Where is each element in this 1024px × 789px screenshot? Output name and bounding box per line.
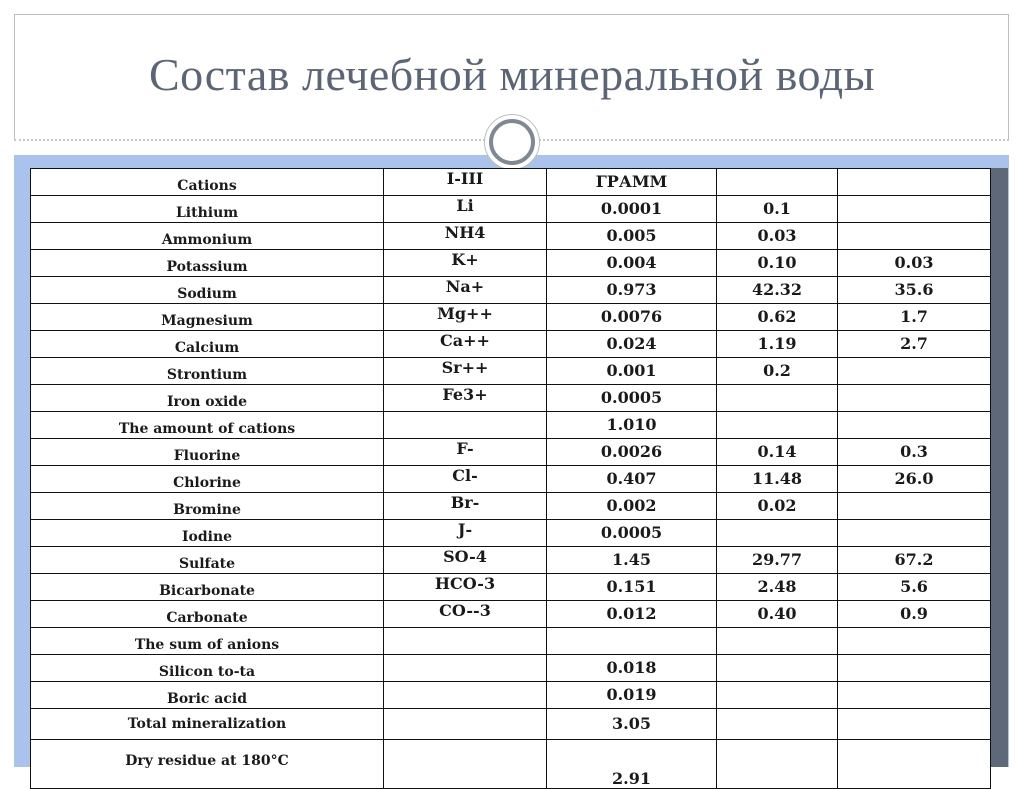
- table-row: [31, 250, 991, 277]
- formula-cell: [384, 682, 547, 709]
- value-cell-a: 0.14: [717, 439, 838, 466]
- table-row: [31, 196, 991, 223]
- value-cell-a: 0.03: [717, 223, 838, 250]
- grams-cell: 0.012: [547, 601, 717, 628]
- grams-cell: [547, 628, 717, 655]
- table-row: [31, 304, 991, 331]
- value-cell-b: 2.7: [838, 331, 991, 358]
- component-name-cell: Strontium: [31, 358, 384, 385]
- value-cell-a: 1.19: [717, 331, 838, 358]
- component-name-cell: Sulfate: [31, 547, 384, 574]
- component-name-cell: Bicarbonate: [31, 574, 384, 601]
- value-cell-b: [838, 740, 991, 789]
- component-name-cell: Total mineralization: [31, 709, 384, 740]
- value-cell-b: [838, 169, 991, 196]
- value-cell-b: [838, 223, 991, 250]
- component-name-cell: Fluorine: [31, 439, 384, 466]
- component-name-cell: The amount of cations: [31, 412, 384, 439]
- component-name-cell: Dry residue at 180°C: [31, 740, 384, 789]
- grams-cell: 0.0001: [547, 196, 717, 223]
- value-cell-a: 0.10: [717, 250, 838, 277]
- value-cell-b: [838, 358, 991, 385]
- formula-cell: Ca++: [384, 331, 547, 358]
- grams-cell: 0.001: [547, 358, 717, 385]
- value-cell-b: [838, 655, 991, 682]
- grams-cell: 0.005: [547, 223, 717, 250]
- component-name-cell: Carbonate: [31, 601, 384, 628]
- component-name-cell: Silicon to-ta: [31, 655, 384, 682]
- formula-cell: Na+: [384, 277, 547, 304]
- value-cell-b: 26.0: [838, 466, 991, 493]
- table-row: [31, 385, 991, 412]
- grams-cell: 0.019: [547, 682, 717, 709]
- value-cell-b: 0.9: [838, 601, 991, 628]
- grams-cell: 1.45: [547, 547, 717, 574]
- grams-cell: 0.0005: [547, 385, 717, 412]
- value-cell-a: 29.77: [717, 547, 838, 574]
- slide-title: Состав лечебной минеральной воды: [148, 49, 876, 100]
- value-cell-b: [838, 520, 991, 547]
- table-row: [31, 223, 991, 250]
- grams-cell: 0.151: [547, 574, 717, 601]
- table-row: [31, 520, 991, 547]
- component-name-cell: Magnesium: [31, 304, 384, 331]
- formula-cell: CO--3: [384, 601, 547, 628]
- formula-cell: [384, 628, 547, 655]
- table-row: [31, 601, 991, 628]
- value-cell-b: 0.03: [838, 250, 991, 277]
- value-cell-a: [717, 412, 838, 439]
- value-cell-b: 1.7: [838, 304, 991, 331]
- formula-cell: NH4: [384, 223, 547, 250]
- component-name-cell: Ammonium: [31, 223, 384, 250]
- value-cell-a: 42.32: [717, 277, 838, 304]
- formula-cell: SO-4: [384, 547, 547, 574]
- formula-cell: I-III: [384, 169, 547, 196]
- grams-cell: 0.018: [547, 655, 717, 682]
- value-cell-b: 67.2: [838, 547, 991, 574]
- formula-cell: K+: [384, 250, 547, 277]
- value-cell-b: [838, 412, 991, 439]
- component-name-cell: Chlorine: [31, 466, 384, 493]
- value-cell-b: 0.3: [838, 439, 991, 466]
- mineral-composition-table-wrapper: [30, 168, 991, 789]
- table-row: [31, 466, 991, 493]
- grams-cell: 3.05: [547, 709, 717, 740]
- value-cell-a: 0.1: [717, 196, 838, 223]
- ring-icon: [489, 119, 535, 165]
- component-name-cell: The sum of anions: [31, 628, 384, 655]
- table-row: [31, 493, 991, 520]
- value-cell-b: [838, 493, 991, 520]
- table-row: [31, 628, 991, 655]
- value-cell-a: 11.48: [717, 466, 838, 493]
- table-row: [31, 277, 991, 304]
- formula-cell: [384, 412, 547, 439]
- component-name-cell: Sodium: [31, 277, 384, 304]
- formula-cell: Fe3+: [384, 385, 547, 412]
- grams-cell: 2.91: [547, 740, 717, 789]
- formula-cell: Mg++: [384, 304, 547, 331]
- value-cell-a: [717, 709, 838, 740]
- formula-cell: [384, 740, 547, 789]
- value-cell-a: [717, 628, 838, 655]
- table-row: [31, 412, 991, 439]
- formula-cell: F-: [384, 439, 547, 466]
- table-row: [31, 574, 991, 601]
- value-cell-a: [717, 520, 838, 547]
- value-cell-b: [838, 196, 991, 223]
- component-name-cell: Iron oxide: [31, 385, 384, 412]
- formula-cell: [384, 655, 547, 682]
- component-name-cell: Lithium: [31, 196, 384, 223]
- table-row: [31, 740, 991, 789]
- value-cell-a: [717, 740, 838, 789]
- grams-cell: 0.973: [547, 277, 717, 304]
- grams-cell: 0.0076: [547, 304, 717, 331]
- component-name-cell: Calcium: [31, 331, 384, 358]
- table-row: [31, 439, 991, 466]
- table-row: [31, 358, 991, 385]
- value-cell-a: 2.48: [717, 574, 838, 601]
- formula-cell: HCO-3: [384, 574, 547, 601]
- grams-cell: 0.407: [547, 466, 717, 493]
- table-row: [31, 547, 991, 574]
- value-cell-a: [717, 169, 838, 196]
- formula-cell: Sr++: [384, 358, 547, 385]
- table-row: [31, 655, 991, 682]
- formula-cell: [384, 709, 547, 740]
- value-cell-a: [717, 385, 838, 412]
- grams-cell: 0.024: [547, 331, 717, 358]
- component-name-cell: Bromine: [31, 493, 384, 520]
- grams-cell: 0.0026: [547, 439, 717, 466]
- mineral-composition-table: [30, 168, 991, 789]
- table-header-row: [31, 169, 991, 196]
- value-cell-a: 0.62: [717, 304, 838, 331]
- table-row: [31, 682, 991, 709]
- value-cell-a: [717, 655, 838, 682]
- grams-cell: 0.002: [547, 493, 717, 520]
- grams-cell: 0.004: [547, 250, 717, 277]
- value-cell-b: 35.6: [838, 277, 991, 304]
- value-cell-a: 0.40: [717, 601, 838, 628]
- component-name-cell: Potassium: [31, 250, 384, 277]
- formula-cell: Br-: [384, 493, 547, 520]
- value-cell-b: [838, 682, 991, 709]
- value-cell-b: [838, 628, 991, 655]
- value-cell-a: 0.02: [717, 493, 838, 520]
- table-row: [31, 331, 991, 358]
- table-row: [31, 709, 991, 740]
- value-cell-b: 5.6: [838, 574, 991, 601]
- formula-cell: Li: [384, 196, 547, 223]
- value-cell-a: 0.2: [717, 358, 838, 385]
- component-name-cell: Iodine: [31, 520, 384, 547]
- grams-cell: 0.0005: [547, 520, 717, 547]
- formula-cell: J-: [384, 520, 547, 547]
- component-name-cell: Cations: [31, 169, 384, 196]
- formula-cell: Cl-: [384, 466, 547, 493]
- value-cell-b: [838, 709, 991, 740]
- grams-cell: 1.010: [547, 412, 717, 439]
- component-name-cell: Boric acid: [31, 682, 384, 709]
- value-cell-a: [717, 682, 838, 709]
- grams-cell: ГРАММ: [547, 169, 717, 196]
- value-cell-b: [838, 385, 991, 412]
